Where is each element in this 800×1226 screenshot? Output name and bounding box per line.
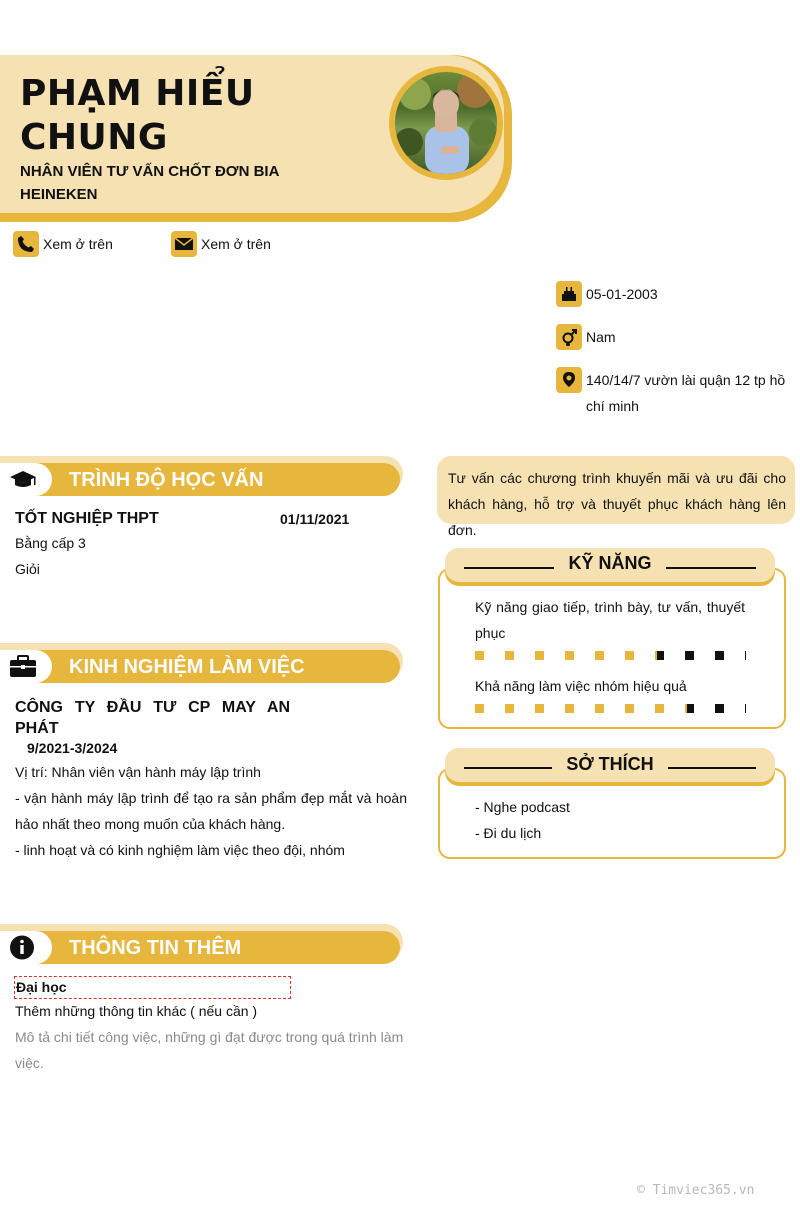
skill-dot [685, 651, 694, 660]
more-info-title: THÔNG TIN THÊM [69, 937, 242, 959]
hobbies-divider-left [464, 767, 552, 769]
skill-dot [595, 704, 604, 713]
avatar-portrait [395, 72, 497, 174]
graduation-cap-icon [0, 463, 52, 496]
skill-dot [715, 704, 724, 713]
phone-icon [13, 231, 39, 257]
briefcase-icon [0, 650, 52, 683]
candidate-name[interactable] [20, 72, 320, 160]
gender-icon [556, 324, 582, 350]
job-title[interactable]: NHÂN VIÊN TƯ VẤN CHỐT ĐƠN BIA HEINEKEN [20, 163, 279, 203]
skill-name[interactable]: Khả năng làm việc nhóm hiệu quả [475, 678, 687, 694]
more-info-heading: Đại học [16, 979, 67, 995]
email-icon [171, 231, 197, 257]
education-date[interactable]: 01/11/2021 [280, 511, 350, 527]
experience-description[interactable] [15, 759, 407, 863]
experience-line: Vị trí: Nhân viên vận hành máy lập trình [15, 764, 261, 780]
education-degree[interactable]: TỐT NGHIỆP THPT [15, 510, 159, 527]
skill-dot [745, 704, 746, 713]
phone-text[interactable]: Xem ở trên [43, 236, 113, 252]
location-pin-icon [556, 367, 582, 393]
name-line-2: CHUNG [20, 117, 168, 158]
birthday-text[interactable]: 05-01-2003 [586, 286, 658, 302]
skill-name[interactable]: Kỹ năng giao tiếp, trình bày, tư vấn, thuyết phục [475, 599, 745, 641]
skill-dot [535, 651, 544, 660]
skill-dot [535, 704, 544, 713]
skills-divider-right [666, 567, 756, 569]
avatar[interactable] [395, 72, 497, 174]
education-title: TRÌNH ĐỘ HỌC VẤN [69, 469, 264, 491]
skill-dot [475, 704, 484, 713]
skill-rating [475, 704, 750, 713]
name-line-1: PHẠM HIỂU [20, 73, 255, 114]
experience-line: - vận hành máy lập trình để tạo ra sản phẩm đẹp mắt và hoàn hảo nhất theo mong muốn của khách hàng. [15, 790, 407, 832]
more-info-heading-field[interactable] [14, 976, 291, 999]
skill-dot [655, 651, 664, 660]
address-text[interactable]: 140/14/7 vườn lài quận 12 tp hồ chí minh [586, 372, 786, 414]
skill-dot [475, 651, 484, 660]
skill-dot [715, 651, 724, 660]
skill-dot [505, 704, 514, 713]
skill-dot [565, 704, 574, 713]
skill-dot [685, 704, 694, 713]
education-detail[interactable]: Bằng cấp 3 [15, 535, 86, 551]
skill-rating [475, 651, 750, 660]
skill-dot [565, 651, 574, 660]
education-grade[interactable]: Giỏi [15, 561, 40, 577]
hobbies-title: SỞ THÍCH [566, 754, 654, 774]
skills-title: KỸ NĂNG [568, 553, 652, 573]
more-info-line[interactable]: Thêm những thông tin khác ( nếu cần ) [15, 1003, 258, 1019]
skill-dot [745, 651, 746, 660]
hobbies-divider-right [668, 767, 756, 769]
hobby-item[interactable]: - Nghe podcast [475, 799, 570, 815]
birthday-cake-icon [556, 281, 582, 307]
gender-text[interactable]: Nam [586, 329, 616, 345]
skill-dot [625, 704, 634, 713]
experience-title: KINH NGHIỆM LÀM VIỆC [69, 656, 305, 678]
info-icon [0, 931, 52, 964]
skill-dot [505, 651, 514, 660]
skill-dot [625, 651, 634, 660]
email-text[interactable]: Xem ở trên [201, 236, 271, 252]
hobby-item[interactable]: - Đi du lịch [475, 825, 542, 841]
footer-watermark: © Timviec365.vn [637, 1183, 755, 1198]
experience-company[interactable]: CÔNG TY ĐẦU TƯ CP MAY AN PHÁT [15, 699, 290, 737]
skill-dot [655, 704, 664, 713]
skill-dot [595, 651, 604, 660]
experience-line: - linh hoạt và có kinh nghiệm làm việc theo đội, nhóm [15, 842, 345, 858]
experience-period[interactable]: 9/2021-3/2024 [27, 740, 118, 756]
summary-text[interactable]: Tư vấn các chương trình khuyến mãi và ưu đãi cho khách hàng, hỗ trợ và thuyết phục khách hàng lên đơn. [448, 470, 786, 538]
more-info-placeholder[interactable]: Mô tả chi tiết công việc, những gì đạt được trong quá trình làm việc. [15, 1029, 404, 1071]
skills-divider-left [464, 567, 554, 569]
